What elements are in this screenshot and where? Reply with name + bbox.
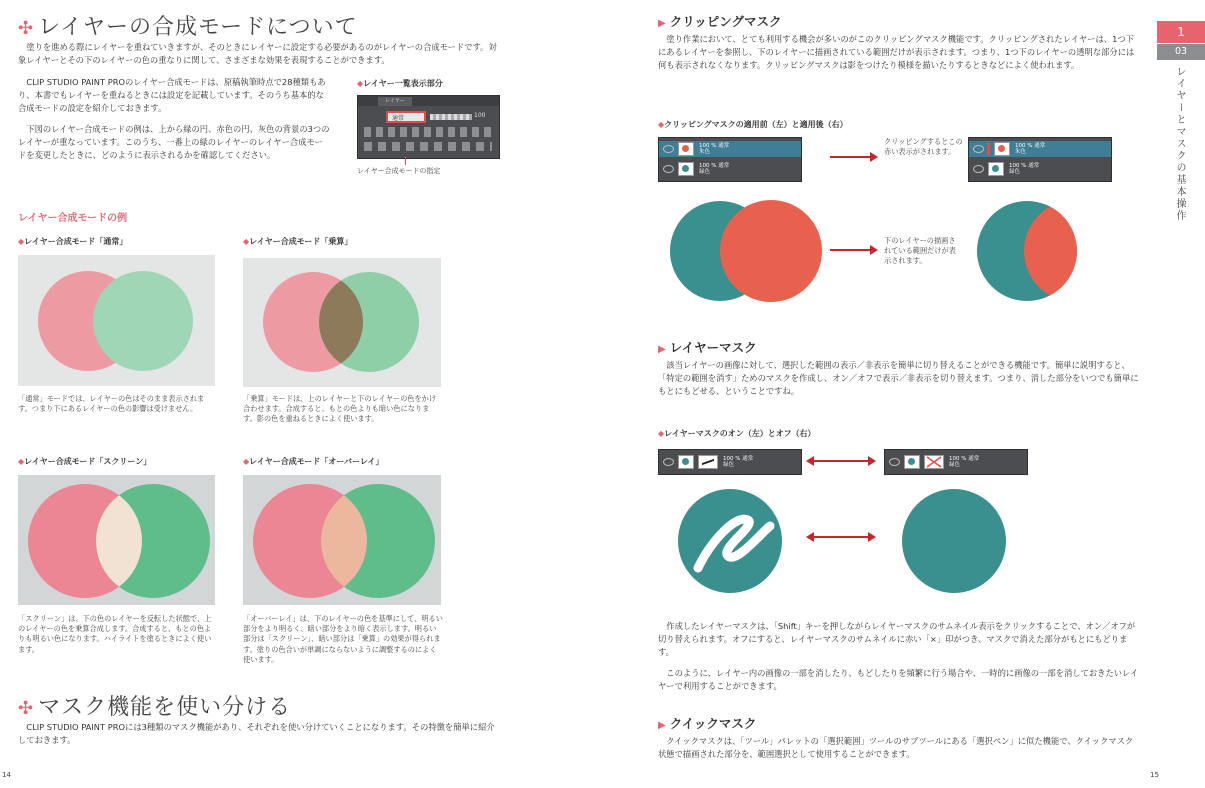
- example-image-multiply: [243, 258, 441, 387]
- example-desc-multiply: 「乗算」モードは、上のレイヤーと下のレイヤーの色をかけ合わせます。合成すると、もとの色よりも暗い色になります。影の色を重ねるときによく使います。: [243, 394, 437, 424]
- example-image-screen: [18, 475, 215, 605]
- example-image-normal: [18, 255, 215, 386]
- arrow-right-icon: [830, 151, 878, 163]
- example-label-overlay: ◆レイヤー合成モード「オーバーレイ」: [243, 457, 384, 466]
- chapter-tab: 1: [1157, 21, 1205, 43]
- arrow-right-icon: [830, 244, 878, 256]
- paragraph-example-explain: 下図のレイヤー合成モードの例は、上から緑の円、赤色の円、灰色の背景の3つのレイヤーが重なっています。このうち、一番上の緑のレイヤーのレイヤー合成モードを変更したときに、どのように表示されるかを確認してください。: [18, 124, 330, 161]
- mask-panel-on: 100 % 通常 緑色: [658, 449, 802, 475]
- layer-tab[interactable]: レイヤー: [378, 97, 412, 106]
- clipping-caption: ◆クリッピングマスクの適用前（左）と適用後（右）: [658, 120, 848, 129]
- mask-intro-paragraph: CLIP STUDIO PAINT PROには3種類のマスク機能があり、それぞれを使い分けていくことになります。その特徴を簡単に紹介しておきます。: [18, 722, 495, 746]
- heading-quick-mask: ▶ クイックマスク: [658, 716, 757, 731]
- section-tab: 03: [1157, 44, 1205, 60]
- clipping-after-image: [975, 198, 1085, 304]
- example-desc-overlay: 「オーバーレイ」は、下のレイヤーの色を基準にして、明るい部分をより明るく、暗い部分をより暗く表示します。明るい部分は「スクリーン」、暗い部分は「乗算」の効果が得られます。塗りの色合いが単調にならないように調整するのによく使います。: [243, 614, 443, 664]
- example-desc-screen: 「スクリーン」は、下の色のレイヤーを反転した状態で、上のレイヤーの色を乗算合成します。合成すると、もとの色よりも明るい色になります。ハイライトを塗るときによく使います。: [18, 614, 212, 654]
- section-title-mask: ✣ マスク機能を使い分ける: [18, 695, 292, 720]
- layer-mask-paragraph: 該当レイヤーの画像に対して、選択した範囲の表示／非表示を簡単に切り替えることができる機能です。簡単に説明すると、「特定の範囲を消す」ためのマスクを作成し、オン／オフで表示／非表示を切り替えます。つまり、消した部分をいつでも簡単にもとにもどせる、ということですね。: [658, 360, 1139, 397]
- page-number-left: 14: [2, 771, 11, 779]
- intro-paragraph: 塗りを進める際にレイヤーを重ねていきますが、そのときにレイヤーに設定する必要があるのがレイヤーの合成モードです。対象レイヤーとその下のレイヤーの色の重なりに関して、さまざまな効果を表現することができます。: [18, 42, 497, 66]
- example-label-multiply: ◆レイヤー合成モード「乗算」: [243, 237, 353, 246]
- flower-mark-icon: ✣: [18, 18, 35, 39]
- clipping-note: クリッピングするとこの赤い表示がされます。: [884, 137, 963, 157]
- panel-note: レイヤー合成モードの指定: [357, 167, 441, 175]
- chapter-side-title: レイヤーとマスクの基本操作: [1174, 66, 1185, 222]
- double-arrow-icon: [806, 531, 876, 543]
- double-arrow-icon: [806, 455, 876, 467]
- blend-mode-select[interactable]: 通常: [386, 111, 426, 123]
- red-x-icon: [925, 456, 943, 468]
- example-label-normal: ◆レイヤー合成モード「通常」: [18, 237, 128, 246]
- paragraph-modes-count: CLIP STUDIO PAINT PROのレイヤー合成モードは、原稿執筆時点で28種類もあり、本書でもレイヤーを重ねるときには設定を記載しています。そのうち基本的な合成モードの設定を紹介しておきます。: [18, 77, 326, 114]
- mask-usage-paragraph: このように、レイヤー内の画像の一部を消したり、もどしたりを頻繁に行う場合や、一時的に画像の一部を消しておきたいレイヤーで利用することができます。: [658, 668, 1139, 692]
- mask-panel-off: 100 % 通常 緑色: [884, 449, 1028, 475]
- heading-layer-mask: ▶ レイヤーマスク: [658, 340, 757, 355]
- layer-panel-before: 100 % 通常 朱色 100 % 通常 緑色: [658, 137, 802, 182]
- quick-mask-paragraph: クイックマスクは、「ツール」パレットの「選択範囲」ツールのサブツールにある「選択ペン」に似た機能で、クイックマスク状態で描画された部分を、範囲選択として使用することができます。: [658, 736, 1134, 760]
- mask-off-image: [902, 486, 1012, 596]
- heading-clipping-mask: ▶ クリッピングマスク: [658, 14, 782, 29]
- layer-mask-thumbnail[interactable]: [698, 455, 718, 469]
- section-title-blend-modes: ✣ レイヤーの合成モードについて: [18, 15, 358, 40]
- layer-mask-thumbnail-off[interactable]: [924, 455, 944, 469]
- clipping-paragraph: 塗り作業において、とても利用する機会が多いのがこのクリッピングマスク機能です。クリッピングされたレイヤーは、1つ下にあるレイヤーを参照し、下のレイヤーに描画されている範囲だけが表示されます。つまり、1つ下のレイヤーの透明な部分には何も表示されなくなります。クリッピングマスクは影をつけたり模様を描いたりするときなどによく使われます。: [658, 34, 1135, 71]
- examples-heading: レイヤー合成モードの例: [18, 213, 128, 224]
- flower-mark-icon: ✣: [18, 698, 35, 719]
- layer-panel-screenshot: [357, 95, 500, 159]
- page-number-right: 15: [1150, 771, 1159, 779]
- panel-caption: ◆レイヤー一覧表示部分: [357, 79, 443, 88]
- example-desc-normal: 「通常」モードでは、レイヤーの色はそのまま表示されます。つまり下にあるレイヤーの色の影響は受けません。: [18, 394, 205, 414]
- example-label-screen: ◆レイヤー合成モード「スクリーン」: [18, 457, 152, 466]
- clipping-before-image: [668, 198, 828, 304]
- clipping-after-note: 下のレイヤーの描画されている範囲だけが表示されます。: [884, 236, 956, 266]
- mask-toggle-paragraph: 作成したレイヤーマスクは、「Shift」キーを押しながらレイヤーマスクのサムネイル表示をクリックすることで、オン／オフが切り替えられます。オフにすると、レイヤーマスクのサムネイルに赤い「×」印がつき、マスクで消えた部分がもとにもどります。: [658, 621, 1136, 658]
- opacity-value[interactable]: 100: [474, 112, 486, 119]
- layer-panel-after: 100 % 通常 朱色 100 % 通常 緑色: [968, 137, 1112, 182]
- mask-on-image: [676, 486, 786, 596]
- layer-mask-caption: ◆レイヤーマスクのオン（左）とオフ（右）: [658, 429, 816, 438]
- example-image-overlay: [243, 475, 441, 605]
